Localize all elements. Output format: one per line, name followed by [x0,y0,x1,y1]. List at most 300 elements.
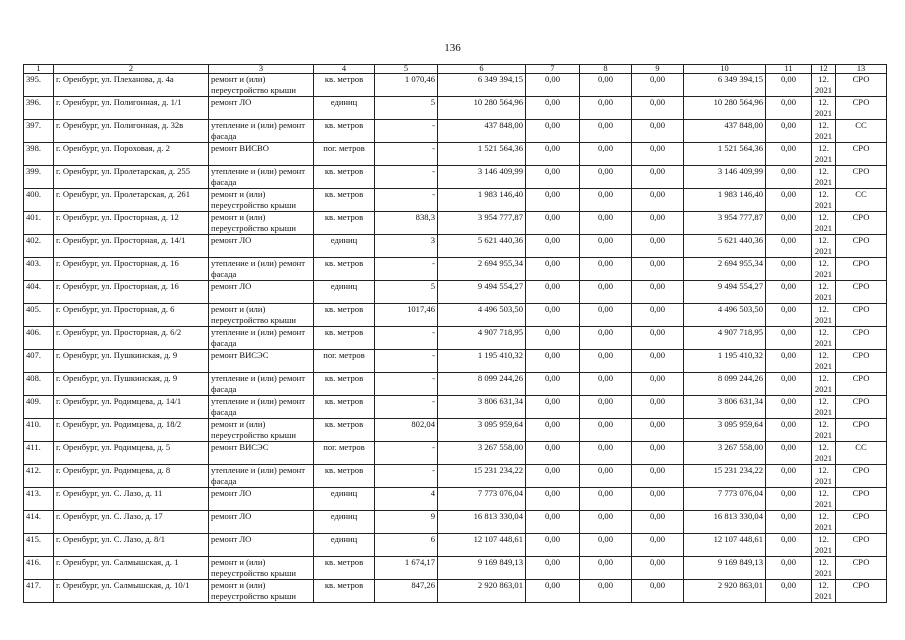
cell-completion-date: 12. 2021 [812,189,836,212]
cell-total-cost: 2 694 955,34 [438,258,526,281]
cell-fund-cost: 0,00 [526,235,580,258]
column-header: 7 [526,65,580,74]
cell-other-cost: 0,00 [632,580,684,603]
cell-owners-cost: 7 773 076,04 [684,488,766,511]
cell-specific-cost: 0,00 [766,281,812,304]
cell-volume: - [375,465,438,488]
cell-unit: кв. метров [314,327,375,350]
cell-fund-cost: 0,00 [526,488,580,511]
cell-unit: кв. метров [314,419,375,442]
cell-row-number: 400. [24,189,54,212]
cell-address: г. Оренбург, ул. Просторная, д. 6/2 [54,327,209,350]
cell-other-cost: 0,00 [632,120,684,143]
cell-other-cost: 0,00 [632,143,684,166]
cell-owners-cost: 15 231 234,22 [684,465,766,488]
cell-completion-date: 12. 2021 [812,120,836,143]
cell-total-cost: 15 231 234,22 [438,465,526,488]
table-row [24,189,887,212]
cell-budget-cost: 0,00 [580,120,632,143]
cell-address: г. Оренбург, ул. С. Лазо, д. 11 [54,488,209,511]
cell-fund-cost: 0,00 [526,258,580,281]
cell-budget-cost: 0,00 [580,97,632,120]
table-row [24,281,887,304]
cell-fund-cost: 0,00 [526,557,580,580]
cell-unit: кв. метров [314,373,375,396]
cell-completion-date: 12. 2021 [812,419,836,442]
table-row [24,534,887,557]
cell-method: СРО [836,488,887,511]
cell-method: СРО [836,304,887,327]
cell-row-number: 408. [24,373,54,396]
cell-fund-cost: 0,00 [526,580,580,603]
cell-owners-cost: 3 095 959,64 [684,419,766,442]
cell-budget-cost: 0,00 [580,419,632,442]
cell-total-cost: 1 521 564,36 [438,143,526,166]
cell-row-number: 396. [24,97,54,120]
cell-budget-cost: 0,00 [580,281,632,304]
cell-unit: кв. метров [314,166,375,189]
cell-budget-cost: 0,00 [580,235,632,258]
cell-completion-date: 12. 2021 [812,281,836,304]
cell-completion-date: 12. 2021 [812,465,836,488]
cell-specific-cost: 0,00 [766,97,812,120]
cell-address: г. Оренбург, ул. Пролетарская, д. 261 [54,189,209,212]
cell-total-cost: 9 494 554,27 [438,281,526,304]
cell-method: СРО [836,235,887,258]
cell-budget-cost: 0,00 [580,166,632,189]
cell-work-type: утепление и (или) ремонт фасада [209,120,314,143]
cell-completion-date: 12. 2021 [812,212,836,235]
cell-work-type: ремонт ВИСЭС [209,350,314,373]
cell-total-cost: 8 099 244,26 [438,373,526,396]
cell-address: г. Оренбург, ул. Салмышская, д. 1 [54,557,209,580]
cell-specific-cost: 0,00 [766,304,812,327]
cell-fund-cost: 0,00 [526,120,580,143]
table-body [24,65,887,603]
cell-owners-cost: 9 169 849,13 [684,557,766,580]
cell-fund-cost: 0,00 [526,350,580,373]
cell-address: г. Оренбург, ул. Полигонная, д. 32в [54,120,209,143]
cell-method: СРО [836,396,887,419]
table-row [24,442,887,465]
cell-owners-cost: 1 521 564,36 [684,143,766,166]
cell-total-cost: 6 349 394,15 [438,74,526,97]
table-row [24,465,887,488]
cell-unit: пог. метров [314,350,375,373]
cell-row-number: 398. [24,143,54,166]
cell-budget-cost: 0,00 [580,557,632,580]
cell-owners-cost: 8 099 244,26 [684,373,766,396]
cell-specific-cost: 0,00 [766,120,812,143]
cell-owners-cost: 12 107 448,61 [684,534,766,557]
cell-unit: кв. метров [314,396,375,419]
cell-method: СРО [836,534,887,557]
cell-unit: единиц [314,534,375,557]
cell-specific-cost: 0,00 [766,419,812,442]
cell-budget-cost: 0,00 [580,511,632,534]
cell-other-cost: 0,00 [632,511,684,534]
cell-work-type: ремонт ЛО [209,235,314,258]
cell-fund-cost: 0,00 [526,143,580,166]
cell-work-type: утепление и (или) ремонт фасада [209,396,314,419]
cell-address: г. Оренбург, ул. Полигонная, д. 1/1 [54,97,209,120]
cell-work-type: ремонт ЛО [209,97,314,120]
cell-address: г. Оренбург, ул. Родимцева, д. 14/1 [54,396,209,419]
cell-other-cost: 0,00 [632,534,684,557]
cell-row-number: 417. [24,580,54,603]
column-header: 6 [438,65,526,74]
cell-volume: - [375,327,438,350]
cell-method: СРО [836,212,887,235]
cell-budget-cost: 0,00 [580,442,632,465]
cell-budget-cost: 0,00 [580,304,632,327]
cell-address: г. Оренбург, ул. С. Лазо, д. 17 [54,511,209,534]
cell-volume: 5 [375,97,438,120]
cell-address: г. Оренбург, ул. Родимцева, д. 8 [54,465,209,488]
column-header: 2 [54,65,209,74]
cell-completion-date: 12. 2021 [812,166,836,189]
cell-unit: кв. метров [314,189,375,212]
cell-fund-cost: 0,00 [526,281,580,304]
cell-specific-cost: 0,00 [766,534,812,557]
cell-total-cost: 4 496 503,50 [438,304,526,327]
cell-volume: - [375,373,438,396]
cell-volume: - [375,166,438,189]
cell-completion-date: 12. 2021 [812,235,836,258]
cell-row-number: 409. [24,396,54,419]
cell-address: г. Оренбург, ул. Родимцева, д. 18/2 [54,419,209,442]
cell-row-number: 395. [24,74,54,97]
table-row [24,235,887,258]
table-row [24,97,887,120]
cell-work-type: ремонт и (или) переустройство крыши [209,212,314,235]
cell-address: г. Оренбург, ул. Родимцева, д. 5 [54,442,209,465]
cell-other-cost: 0,00 [632,373,684,396]
cell-specific-cost: 0,00 [766,557,812,580]
cell-budget-cost: 0,00 [580,488,632,511]
cell-work-type: утепление и (или) ремонт фасада [209,166,314,189]
cell-row-number: 402. [24,235,54,258]
cell-other-cost: 0,00 [632,74,684,97]
cell-budget-cost: 0,00 [580,465,632,488]
cell-completion-date: 12. 2021 [812,373,836,396]
cell-specific-cost: 0,00 [766,396,812,419]
cell-completion-date: 12. 2021 [812,258,836,281]
cell-volume: - [375,189,438,212]
cell-owners-cost: 10 280 564,96 [684,97,766,120]
cell-completion-date: 12. 2021 [812,143,836,166]
cell-row-number: 416. [24,557,54,580]
cell-other-cost: 0,00 [632,304,684,327]
cell-specific-cost: 0,00 [766,166,812,189]
cell-other-cost: 0,00 [632,396,684,419]
cell-owners-cost: 2 920 863,01 [684,580,766,603]
cell-fund-cost: 0,00 [526,166,580,189]
column-header: 9 [632,65,684,74]
cell-method: СС [836,189,887,212]
table-row [24,120,887,143]
column-header: 4 [314,65,375,74]
cell-budget-cost: 0,00 [580,189,632,212]
cell-unit: кв. метров [314,74,375,97]
cell-work-type: ремонт и (или) переустройство крыши [209,189,314,212]
table-row [24,74,887,97]
cell-method: СРО [836,419,887,442]
cell-budget-cost: 0,00 [580,212,632,235]
cell-owners-cost: 1 983 146,40 [684,189,766,212]
cell-row-number: 407. [24,350,54,373]
cell-specific-cost: 0,00 [766,580,812,603]
cell-volume: 4 [375,488,438,511]
cell-work-type: ремонт ЛО [209,511,314,534]
table-row [24,304,887,327]
cell-unit: кв. метров [314,304,375,327]
cell-specific-cost: 0,00 [766,143,812,166]
cell-row-number: 405. [24,304,54,327]
cell-specific-cost: 0,00 [766,488,812,511]
cell-fund-cost: 0,00 [526,419,580,442]
cell-budget-cost: 0,00 [580,258,632,281]
cell-completion-date: 12. 2021 [812,97,836,120]
cell-budget-cost: 0,00 [580,350,632,373]
cell-budget-cost: 0,00 [580,327,632,350]
cell-work-type: ремонт и (или) переустройство крыши [209,74,314,97]
cell-completion-date: 12. 2021 [812,74,836,97]
cell-row-number: 413. [24,488,54,511]
cell-completion-date: 12. 2021 [812,327,836,350]
cell-fund-cost: 0,00 [526,373,580,396]
cell-work-type: ремонт и (или) переустройство крыши [209,580,314,603]
table-header-row [24,65,887,74]
cell-address: г. Оренбург, ул. Просторная, д. 16 [54,281,209,304]
column-header: 13 [836,65,887,74]
cell-completion-date: 12. 2021 [812,557,836,580]
cell-method: СРО [836,465,887,488]
column-header: 11 [766,65,812,74]
cell-address: г. Оренбург, ул. Пролетарская, д. 255 [54,166,209,189]
table-row [24,557,887,580]
cell-volume: - [375,258,438,281]
cell-unit: пог. метров [314,442,375,465]
cell-method: СРО [836,580,887,603]
cell-budget-cost: 0,00 [580,580,632,603]
cell-method: СС [836,442,887,465]
cell-other-cost: 0,00 [632,212,684,235]
cell-owners-cost: 9 494 554,27 [684,281,766,304]
cell-method: СРО [836,511,887,534]
cell-address: г. Оренбург, ул. Просторная, д. 14/1 [54,235,209,258]
cell-total-cost: 16 813 330,04 [438,511,526,534]
cell-work-type: утепление и (или) ремонт фасада [209,373,314,396]
cell-owners-cost: 16 813 330,04 [684,511,766,534]
cell-total-cost: 1 983 146,40 [438,189,526,212]
cell-work-type: утепление и (или) ремонт фасада [209,327,314,350]
cell-specific-cost: 0,00 [766,350,812,373]
cell-other-cost: 0,00 [632,488,684,511]
cell-address: г. Оренбург, ул. Просторная, д. 16 [54,258,209,281]
cell-total-cost: 437 848,00 [438,120,526,143]
cell-owners-cost: 6 349 394,15 [684,74,766,97]
cell-method: СРО [836,373,887,396]
table-row [24,396,887,419]
table-row [24,327,887,350]
cell-work-type: ремонт ЛО [209,488,314,511]
cell-row-number: 399. [24,166,54,189]
cell-volume: - [375,143,438,166]
cell-budget-cost: 0,00 [580,143,632,166]
cell-work-type: ремонт ЛО [209,534,314,557]
cell-row-number: 397. [24,120,54,143]
cell-row-number: 411. [24,442,54,465]
column-header: 3 [209,65,314,74]
cell-specific-cost: 0,00 [766,258,812,281]
cell-fund-cost: 0,00 [526,74,580,97]
cell-row-number: 406. [24,327,54,350]
column-header: 10 [684,65,766,74]
cell-volume: - [375,442,438,465]
cell-volume: 847,26 [375,580,438,603]
cell-fund-cost: 0,00 [526,97,580,120]
cell-fund-cost: 0,00 [526,327,580,350]
cell-budget-cost: 0,00 [580,373,632,396]
cell-volume: - [375,120,438,143]
cell-work-type: ремонт ЛО [209,281,314,304]
cell-owners-cost: 4 496 503,50 [684,304,766,327]
cell-completion-date: 12. 2021 [812,534,836,557]
cell-work-type: ремонт и (или) переустройство крыши [209,419,314,442]
cell-volume: 3 [375,235,438,258]
cell-other-cost: 0,00 [632,465,684,488]
cell-method: СРО [836,350,887,373]
cell-specific-cost: 0,00 [766,442,812,465]
cell-total-cost: 10 280 564,96 [438,97,526,120]
cell-row-number: 401. [24,212,54,235]
cell-volume: 838,3 [375,212,438,235]
cell-fund-cost: 0,00 [526,465,580,488]
cell-completion-date: 12. 2021 [812,350,836,373]
cell-method: СРО [836,143,887,166]
cell-unit: кв. метров [314,580,375,603]
cell-method: СРО [836,166,887,189]
column-header: 12 [812,65,836,74]
cell-total-cost: 7 773 076,04 [438,488,526,511]
cell-work-type: ремонт и (или) переустройство крыши [209,557,314,580]
cell-completion-date: 12. 2021 [812,488,836,511]
table-row [24,166,887,189]
cell-completion-date: 12. 2021 [812,396,836,419]
cell-other-cost: 0,00 [632,557,684,580]
cell-completion-date: 12. 2021 [812,304,836,327]
table-row [24,580,887,603]
table-row [24,350,887,373]
cell-specific-cost: 0,00 [766,74,812,97]
cell-budget-cost: 0,00 [580,74,632,97]
cell-fund-cost: 0,00 [526,534,580,557]
cell-row-number: 403. [24,258,54,281]
cell-specific-cost: 0,00 [766,465,812,488]
cell-other-cost: 0,00 [632,442,684,465]
cell-total-cost: 1 195 410,32 [438,350,526,373]
cell-address: г. Оренбург, ул. С. Лазо, д. 8/1 [54,534,209,557]
cell-unit: кв. метров [314,465,375,488]
cell-row-number: 415. [24,534,54,557]
table-row [24,258,887,281]
cell-other-cost: 0,00 [632,166,684,189]
cell-owners-cost: 3 267 558,00 [684,442,766,465]
cell-owners-cost: 3 146 409,99 [684,166,766,189]
cell-method: СРО [836,97,887,120]
cell-unit: кв. метров [314,212,375,235]
column-header: 8 [580,65,632,74]
cell-row-number: 404. [24,281,54,304]
cell-method: СРО [836,281,887,304]
cell-unit: кв. метров [314,258,375,281]
cell-address: г. Оренбург, ул. Пушкинская, д. 9 [54,373,209,396]
cell-total-cost: 12 107 448,61 [438,534,526,557]
cell-specific-cost: 0,00 [766,189,812,212]
cell-other-cost: 0,00 [632,97,684,120]
cell-row-number: 414. [24,511,54,534]
cell-row-number: 410. [24,419,54,442]
cell-fund-cost: 0,00 [526,212,580,235]
cell-unit: единиц [314,97,375,120]
cell-specific-cost: 0,00 [766,327,812,350]
cell-address: г. Оренбург, ул. Просторная, д. 12 [54,212,209,235]
cell-owners-cost: 3 806 631,34 [684,396,766,419]
cell-owners-cost: 1 195 410,32 [684,350,766,373]
cell-other-cost: 0,00 [632,350,684,373]
cell-address: г. Оренбург, ул. Плеханова, д. 4а [54,74,209,97]
cell-unit: кв. метров [314,120,375,143]
cell-owners-cost: 437 848,00 [684,120,766,143]
page-number: 136 [444,42,461,54]
cell-row-number: 412. [24,465,54,488]
cell-specific-cost: 0,00 [766,235,812,258]
cell-unit: единиц [314,235,375,258]
cell-total-cost: 3 806 631,34 [438,396,526,419]
cell-fund-cost: 0,00 [526,511,580,534]
cell-owners-cost: 4 907 718,95 [684,327,766,350]
cell-unit: единиц [314,511,375,534]
cell-completion-date: 12. 2021 [812,442,836,465]
cell-volume: - [375,396,438,419]
cell-other-cost: 0,00 [632,235,684,258]
cell-completion-date: 12. 2021 [812,511,836,534]
cell-other-cost: 0,00 [632,281,684,304]
cell-work-type: ремонт и (или) переустройство крыши [209,304,314,327]
cell-work-type: ремонт ВИСВО [209,143,314,166]
cell-specific-cost: 0,00 [766,212,812,235]
cell-address: г. Оренбург, ул. Пушкинская, д. 9 [54,350,209,373]
cell-address: г. Оренбург, ул. Салмышская, д. 10/1 [54,580,209,603]
table-row [24,419,887,442]
cell-completion-date: 12. 2021 [812,580,836,603]
repair-registry-table [23,64,887,603]
cell-address: г. Оренбург, ул. Просторная, д. 6 [54,304,209,327]
cell-total-cost: 3 095 959,64 [438,419,526,442]
cell-volume: - [375,350,438,373]
cell-volume: 1017,46 [375,304,438,327]
cell-specific-cost: 0,00 [766,511,812,534]
cell-fund-cost: 0,00 [526,189,580,212]
cell-total-cost: 3 146 409,99 [438,166,526,189]
cell-unit: единиц [314,281,375,304]
cell-owners-cost: 2 694 955,34 [684,258,766,281]
cell-fund-cost: 0,00 [526,396,580,419]
cell-method: СРО [836,258,887,281]
cell-volume: 1 674,17 [375,557,438,580]
cell-unit: единиц [314,488,375,511]
